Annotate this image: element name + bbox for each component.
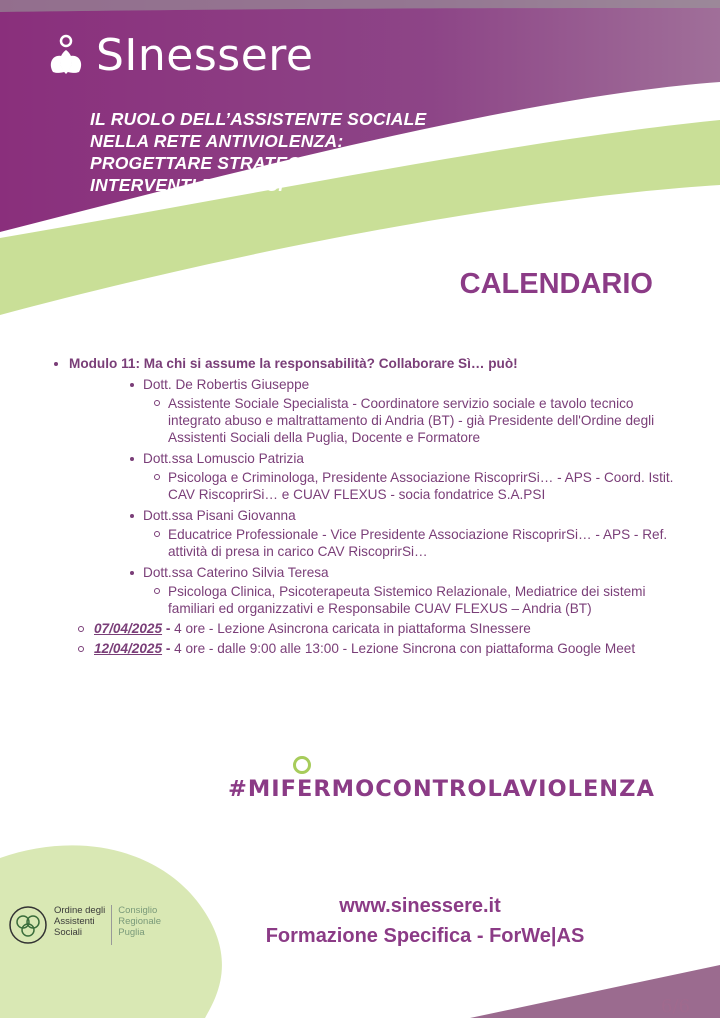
session-text: 4 ore - Lezione Asincrona caricata in piattaforma SInessere xyxy=(174,621,531,636)
calendar-title: CALENDARIO xyxy=(459,268,653,300)
consiglio-line: Puglia xyxy=(118,927,145,938)
module-title: Modulo 11: Ma chi si assume la responsabilità? Collaborare Sì… può! xyxy=(69,356,518,371)
teacher-name: Dott.ssa Caterino Silvia Teresa xyxy=(143,565,329,580)
hashtag: #MIFERMOCONTROLAVIOLENZA xyxy=(228,776,655,802)
circle-bullet-icon xyxy=(78,646,84,652)
headline-line: NELLA RETE ANTIVIOLENZA: xyxy=(90,131,344,151)
calendar-content xyxy=(54,355,674,657)
bullet-icon xyxy=(130,457,134,461)
ordine-emblem-icon xyxy=(8,905,48,945)
teacher-name: Dott. De Robertis Giuseppe xyxy=(143,377,310,392)
circle-bullet-icon xyxy=(78,626,84,632)
session-item xyxy=(54,640,674,657)
teacher-role-text: Educatrice Professionale - Vice Presidente Associazione RiscoprirSi… - APS - Ref. attività di presa in carico CAV RiscoprirSi… xyxy=(168,527,668,559)
teacher-name: Dott.ssa Lomuscio Patrizia xyxy=(143,451,304,466)
consiglio-line: Consiglio xyxy=(118,905,158,916)
teacher-item xyxy=(130,507,674,524)
circle-bullet-icon xyxy=(154,474,160,480)
ordine-line: Assistenti xyxy=(54,916,95,927)
brand-name: SInessere xyxy=(96,30,314,81)
circle-bullet-icon xyxy=(154,400,160,406)
teacher-role-text: Psicologa e Criminologa, Presidente Associazione RiscoprirSi… - APS - Coord. Istit. CAV RiscoprirSi… e CUAV FLEXUS - socia fondatrice S.A.PSI xyxy=(168,470,674,502)
page-number: 6/6 xyxy=(661,996,690,1017)
ordine-logo-block xyxy=(8,905,161,945)
teacher-name: Dott.ssa Pisani Giovanna xyxy=(143,508,296,523)
teacher-role xyxy=(154,395,674,446)
teacher-role-text: Psicologa Clinica, Psicoterapeuta Sistemico Relazionale, Mediatrice dei sistemi familiari ed organizzativi e Responsabile CUAV FLEXUS – Andria (BT) xyxy=(168,584,646,616)
formazione-label: Formazione Specifica - ForWe|AS xyxy=(265,925,585,947)
circle-bullet-icon xyxy=(154,588,160,594)
ordine-line: Sociali xyxy=(54,927,82,938)
divider xyxy=(111,905,112,945)
teacher-role xyxy=(154,526,674,560)
headline-line: INTERVENTI EFFICACI xyxy=(90,175,284,195)
bullet-icon xyxy=(54,362,58,366)
ordine-name xyxy=(54,905,105,938)
session-date: 12/04/2025 xyxy=(94,641,163,656)
consiglio-line: Regionale xyxy=(118,916,162,927)
headline-line: IL RUOLO DELL’ASSISTENTE SOCIALE xyxy=(90,109,427,129)
teacher-role xyxy=(154,469,674,503)
consiglio-name xyxy=(118,905,161,938)
teacher-role xyxy=(154,583,674,617)
teacher-item xyxy=(130,564,674,581)
teacher-role-text: Assistente Sociale Specialista - Coordinatore servizio sociale e tavolo tecnico integrato abuso e maltrattamento di Andria (BT) - già Presidente dell'Ordine degli Assistenti Sociali della Puglia, Docente e Formatore xyxy=(168,396,655,445)
session-item xyxy=(54,620,674,637)
session-separator: - xyxy=(162,621,175,636)
bullet-icon xyxy=(130,383,134,387)
teacher-item xyxy=(130,376,674,393)
circle-bullet-icon xyxy=(154,531,160,537)
bullet-icon xyxy=(130,514,134,518)
brand-logo xyxy=(44,30,313,81)
session-date: 07/04/2025 xyxy=(94,621,163,636)
bullet-icon xyxy=(130,571,134,575)
session-text: 4 ore - dalle 9:00 alle 13:00 - Lezione Sincrona con piattaforma Google Meet xyxy=(174,641,636,656)
teacher-item xyxy=(130,450,674,467)
website-link[interactable]: www.sinessere.it xyxy=(339,895,501,917)
session-separator: - xyxy=(162,641,175,656)
course-headline xyxy=(90,108,510,196)
module-item xyxy=(54,355,674,372)
lotus-icon xyxy=(44,32,88,80)
ring-icon xyxy=(293,756,311,774)
headline-line: PROGETTARE STRATEGIE E xyxy=(90,153,335,173)
ordine-line: Ordine degli xyxy=(54,905,106,916)
